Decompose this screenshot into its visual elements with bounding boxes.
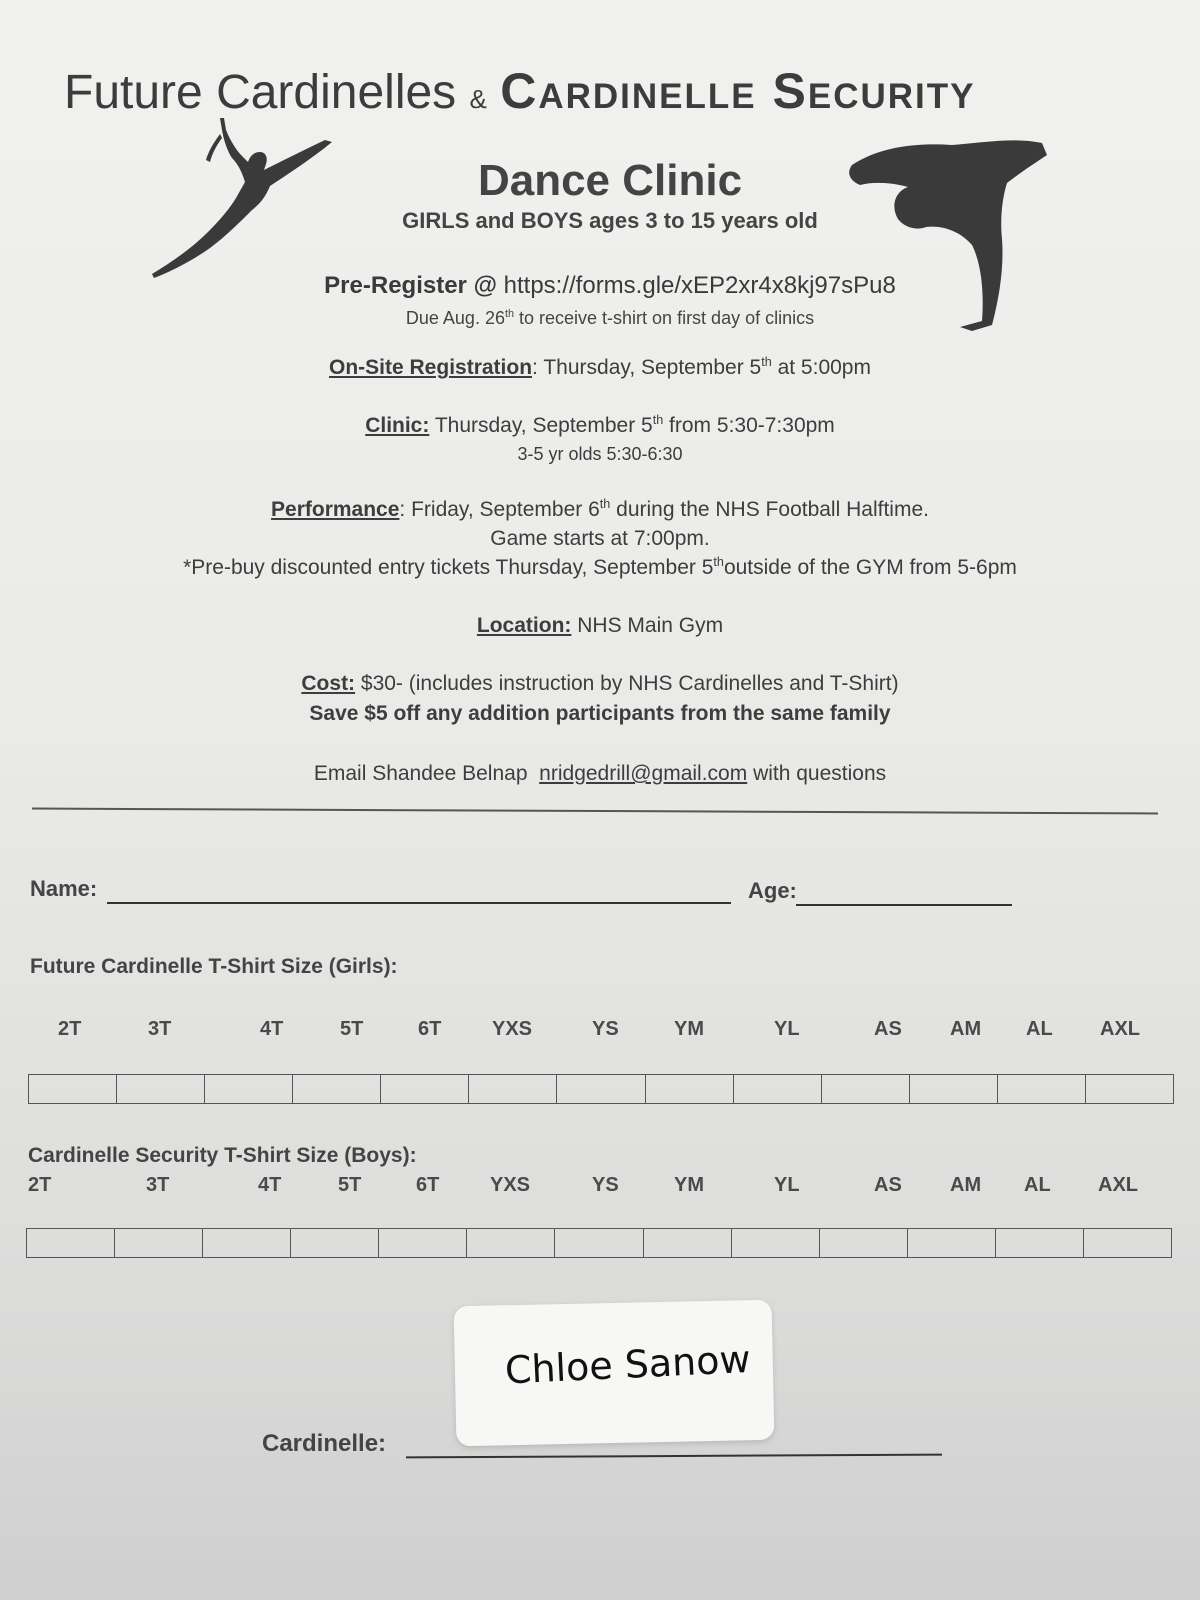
family-discount: Save $5 off any addition participants from the same family <box>309 702 891 725</box>
boys-size-box[interactable] <box>820 1229 908 1257</box>
name-field[interactable] <box>107 902 731 904</box>
contact-line <box>0 762 1200 786</box>
girls-size-ys: YS <box>592 1018 619 1040</box>
cost-line <box>0 672 1200 696</box>
girls-size-5t: 5T <box>340 1018 364 1040</box>
girls-size-4t: 4T <box>260 1018 284 1040</box>
girls-size-al: AL <box>1026 1018 1053 1040</box>
boys-size-axl: AXL <box>1098 1174 1138 1196</box>
girls-size-options <box>0 1018 1200 1044</box>
due-text: to receive t-shirt on first day of clinics <box>514 308 815 328</box>
girls-size-box[interactable] <box>646 1075 734 1103</box>
event-ages: GIRLS and BOYS ages 3 to 15 years old <box>402 208 818 233</box>
girls-size-6t: 6T <box>418 1018 442 1040</box>
girls-size-2t: 2T <box>58 1018 82 1040</box>
girls-size-yl: YL <box>774 1018 800 1040</box>
cost-value: $30- (includes instruction by NHS Cardinelles and T-Shirt) <box>355 672 899 695</box>
boys-size-4t: 4T <box>258 1174 282 1196</box>
boys-size-box[interactable] <box>379 1229 467 1257</box>
ticket-text: *Pre-buy discounted entry tickets Thursday, September 5 <box>183 556 714 579</box>
sticker-name: Chloe Sanow <box>503 1336 752 1393</box>
girls-size-box[interactable] <box>381 1075 469 1103</box>
boys-size-box[interactable] <box>732 1229 820 1257</box>
clinic-young-time: 3-5 yr olds 5:30-6:30 <box>517 444 683 464</box>
boys-size-box[interactable] <box>996 1229 1084 1257</box>
contact-suffix: with questions <box>747 762 887 785</box>
girls-size-axl: AXL <box>1100 1018 1140 1040</box>
boys-size-box[interactable] <box>291 1229 379 1257</box>
boys-size-box[interactable] <box>115 1229 203 1257</box>
boys-size-yxs: YXS <box>490 1174 531 1196</box>
girls-size-box[interactable] <box>734 1075 822 1103</box>
location-label: Location: <box>476 614 572 637</box>
boys-size-5t: 5T <box>338 1174 362 1196</box>
performance-date: : Friday, September 6 <box>399 498 600 521</box>
title-cardinelle-security: Cardinelle Security <box>500 63 976 119</box>
boys-size-box[interactable] <box>1084 1229 1171 1257</box>
girls-size-yxs: YXS <box>492 1018 533 1040</box>
girls-size-box[interactable] <box>998 1075 1086 1103</box>
boys-size-box[interactable] <box>555 1229 643 1257</box>
onsite-sup: th <box>761 355 772 369</box>
girls-size-ym: YM <box>674 1018 704 1040</box>
cardinelle-label: Cardinelle: <box>262 1430 387 1457</box>
girls-size-grid <box>28 1074 1174 1104</box>
clinic-sup: th <box>652 413 664 427</box>
contact-text: Email Shandee Belnap <box>313 762 528 785</box>
boys-size-3t: 3T <box>146 1174 170 1196</box>
location-value: NHS Main Gym <box>571 614 724 637</box>
due-date: Due Aug. 26 <box>405 308 505 328</box>
girls-size-box[interactable] <box>29 1075 117 1103</box>
boys-size-2t: 2T <box>28 1174 52 1196</box>
clinic-date: Thursday, September 5 <box>429 414 653 437</box>
boys-size-box[interactable] <box>644 1229 732 1257</box>
girls-size-box[interactable] <box>117 1075 205 1103</box>
title-future-cardinelles: Future Cardinelles <box>64 66 457 119</box>
name-label: Name: <box>30 876 98 901</box>
girls-size-box[interactable] <box>469 1075 557 1103</box>
preregister-label: Pre-Register @ <box>324 272 497 299</box>
boys-size-ym: YM <box>674 1174 704 1196</box>
girls-size-as: AS <box>874 1018 902 1040</box>
title-ampersand: & <box>469 84 487 114</box>
boys-size-as: AS <box>874 1174 902 1196</box>
boys-size-grid <box>26 1228 1172 1258</box>
boys-size-am: AM <box>950 1174 982 1196</box>
boys-size-box[interactable] <box>203 1229 291 1257</box>
due-date-line <box>200 308 1020 329</box>
girls-size-box[interactable] <box>557 1075 645 1103</box>
age-label: Age: <box>748 878 797 903</box>
preregister-url[interactable]: https://forms.gle/xEP2xr4x8kj97sPu8 <box>503 272 896 299</box>
game-start-line: Game starts at 7:00pm. <box>490 527 710 550</box>
girls-size-box[interactable] <box>1086 1075 1173 1103</box>
ticket-sup: th <box>713 555 724 569</box>
onsite-date: : Thursday, September 5 <box>532 356 762 379</box>
boys-size-label: Cardinelle Security T-Shirt Size (Boys): <box>28 1144 417 1167</box>
performance-label: Performance <box>271 498 400 521</box>
onsite-time: at 5:00pm <box>771 356 871 379</box>
performance-sup: th <box>599 497 611 511</box>
cost-label: Cost: <box>301 672 356 695</box>
boys-size-box[interactable] <box>467 1229 555 1257</box>
location-line <box>0 614 1200 638</box>
girls-size-box[interactable] <box>910 1075 998 1103</box>
due-sup: th <box>504 308 514 320</box>
performance-event: during the NHS Football Halftime. <box>610 498 929 521</box>
boys-size-box[interactable] <box>27 1229 115 1257</box>
performance-line <box>0 498 1200 522</box>
clinic-label: Clinic: <box>365 414 430 437</box>
ticket-line <box>0 556 1200 580</box>
section-divider <box>32 808 1158 815</box>
boys-size-options <box>0 1174 1200 1200</box>
name-sticker <box>454 1300 775 1447</box>
boys-size-yl: YL <box>774 1174 800 1196</box>
girls-size-box[interactable] <box>822 1075 910 1103</box>
girls-size-box[interactable] <box>205 1075 293 1103</box>
onsite-label: On-Site Registration <box>329 356 533 379</box>
girls-size-3t: 3T <box>148 1018 172 1040</box>
boys-size-al: AL <box>1024 1174 1051 1196</box>
cardinelle-field[interactable] <box>406 1454 942 1459</box>
age-field[interactable] <box>796 904 1012 906</box>
girls-size-label: Future Cardinelle T-Shirt Size (Girls): <box>30 955 398 978</box>
girls-size-am: AM <box>950 1018 982 1040</box>
boys-size-box[interactable] <box>908 1229 996 1257</box>
preregister-line <box>200 272 1020 300</box>
clinic-time: from 5:30-7:30pm <box>663 414 835 437</box>
boys-size-6t: 6T <box>416 1174 440 1196</box>
contact-email-link[interactable]: nridgedrill@gmail.com <box>539 762 748 785</box>
girls-size-box[interactable] <box>293 1075 381 1103</box>
boys-size-ys: YS <box>592 1174 619 1196</box>
onsite-registration-line <box>0 356 1200 380</box>
clinic-line <box>0 414 1200 438</box>
event-title: Dance Clinic <box>477 156 743 205</box>
ticket-location: outside of the GYM from 5-6pm <box>723 556 1017 579</box>
